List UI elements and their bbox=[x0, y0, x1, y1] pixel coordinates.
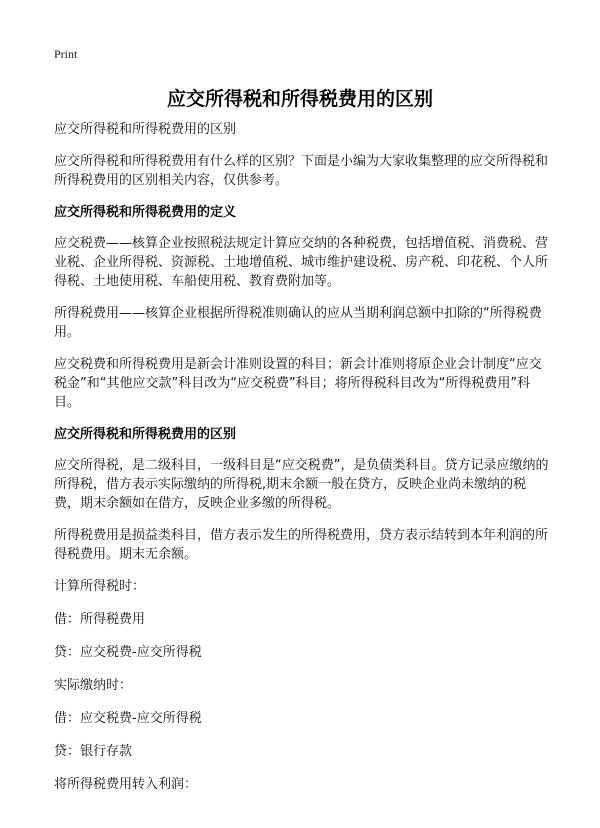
calculation-debit-entry: 借：所得税费用 bbox=[54, 612, 146, 627]
article-body bbox=[54, 120, 550, 808]
page-title: 应交所得税和所得税费用的区别 bbox=[166, 88, 433, 110]
payment-credit-entry: 贷：银行存款 bbox=[54, 744, 133, 759]
definition-income-tax-expense: 所得税费用——核算企业根据所得税准则确认的应从当期利润总额中扣除的“所得税费用。 bbox=[54, 306, 542, 340]
definition-tax-payable: 应交税费——核算企业按照税法规定计算应交纳的各种税费，包括增值税、消费税、营业税、企业所得税、资源税、土地增值税、城市维护建设税、房产税、印花税、个人所得税、土地使用税、车船使用税、教育费附加等。 bbox=[54, 236, 549, 289]
difference-income-tax-payable: 应交所得税，是二级科目，一级科目是“应交税费”，是负债类科目。贷方记录应缴纳的所得税，借方表示实际缴纳的所得税,期末余额一般在贷方，反映企业尚未缴纳的税费，期末余额如在借方，反映企业多缴的所得税。 bbox=[54, 458, 549, 511]
calculation-label: 计算所得税时： bbox=[54, 579, 146, 594]
transfer-label: 将所得税费用转入利润： bbox=[54, 777, 198, 792]
article-subtitle: 应交所得税和所得税费用的区别 bbox=[54, 122, 237, 137]
print-label: Print bbox=[54, 47, 78, 61]
intro-paragraph: 应交所得税和所得税费用有什么样的区别？下面是小编为大家收集整理的应交所得税和所得税费用的区别相关内容，仅供参考。 bbox=[54, 154, 549, 188]
calculation-credit-entry: 贷：应交税费-应交所得税 bbox=[54, 645, 202, 660]
difference-income-tax-expense: 所得税费用是损益类科目，借方表示发生的所得税费用，贷方表示结转到本年利润的所得税费用。期末无余额。 bbox=[54, 528, 549, 562]
payment-label: 实际缴纳时： bbox=[54, 678, 133, 693]
section-heading-difference: 应交所得税和所得税费用的区别 bbox=[54, 427, 237, 442]
section-heading-definition: 应交所得税和所得税费用的定义 bbox=[54, 205, 237, 220]
payment-debit-entry: 借：应交税费-应交所得税 bbox=[54, 711, 202, 726]
definition-new-accounting-standard: 应交税费和所得税费用是新会计准则设置的科目；新会计准则将原企业会计制度“应交税金”和“其他应交款”科目改为“应交税费”科目；将所得税科目改为“所得税费用”科目。 bbox=[54, 357, 542, 410]
